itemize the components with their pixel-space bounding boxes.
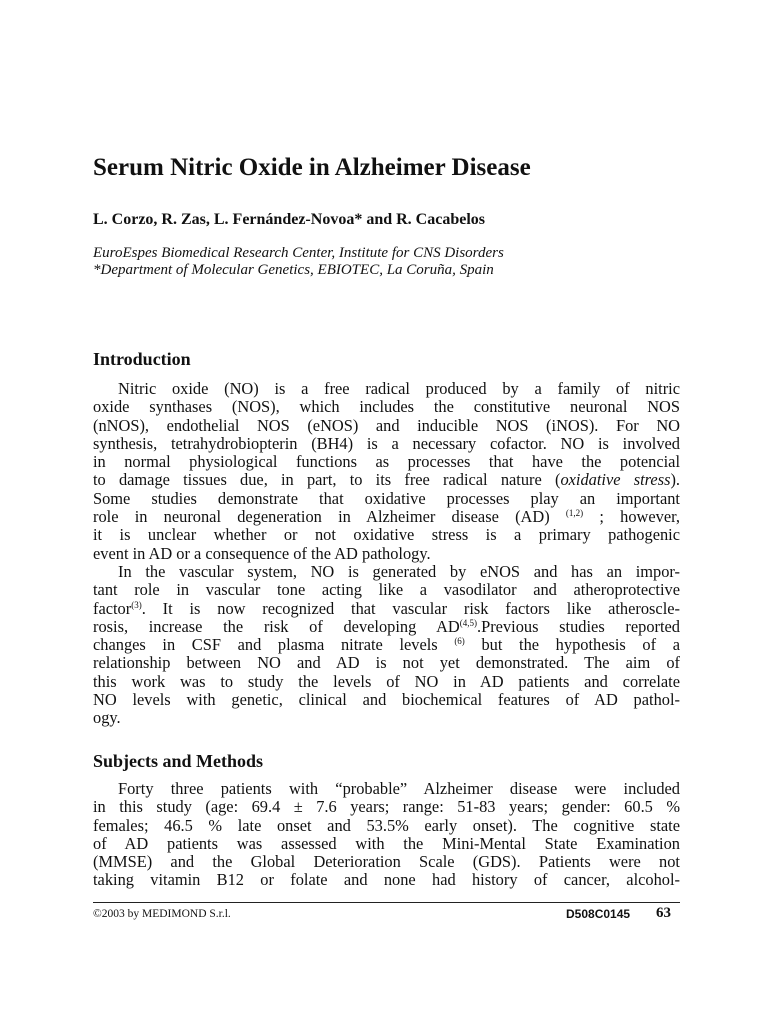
text-line [93, 618, 680, 636]
introduction-paragraph-1 [93, 380, 680, 563]
emphasis-oxidative-stress: oxidative stress [560, 470, 671, 490]
methods-paragraph-1 [93, 780, 680, 890]
paper-title: Serum Nitric Oxide in Alzheimer Disease [93, 154, 531, 181]
text-line [93, 636, 680, 654]
text-run: factor [93, 598, 132, 618]
author-list: L. Corzo, R. Zas, L. Fernández-Novoa* and R. Cacabelos [93, 211, 485, 228]
affiliations [93, 245, 693, 279]
footer-page-number: 63 [656, 905, 671, 921]
text-line: (MMSE) and the Global Deterioration Scale (GDS). Patients were not [93, 852, 680, 872]
text-run: role in neuronal degeneration in Alzheimer disease (AD) [93, 507, 566, 527]
citation-superscript: (3) [131, 599, 142, 610]
footer-document-code: D508C0145 [566, 907, 631, 921]
text-line: event in AD or a consequence of the AD pathology. [93, 543, 431, 563]
text-line: ogy. [93, 708, 121, 728]
introduction-paragraph-2 [93, 563, 680, 728]
text-line: in normal physiological functions as processes that have the potencial [93, 452, 680, 472]
text-line: Nitric oxide (NO) is a free radical produced by a family of nitric [118, 379, 680, 398]
text-line: in this study (age: 69.4 ± 7.6 years; range: 51-83 years; gender: 60.5 % [93, 797, 680, 817]
text-line: oxide synthases (NOS), which includes the constitutive neuronal NOS [93, 397, 680, 417]
citation-superscript: (6) [454, 636, 465, 647]
text-line [93, 508, 680, 526]
text-line: females; 46.5 % late onset and 53.5% early onset). The cognitive state [93, 815, 680, 835]
text-run: changes in CSF and plasma nitrate levels [93, 635, 455, 655]
text-line: NO levels with genetic, clinical and biochemical features of AD pathol- [93, 690, 680, 710]
text-line: Forty three patients with “probable” Alzheimer disease were included [118, 779, 680, 798]
text-line: synthesis, tetrahydrobiopterin (BH4) is a necessary cofactor. NO is involved [93, 433, 680, 453]
text-run: but the hypothesis of a [464, 635, 680, 655]
text-line: taking vitamin B12 or folate and none had history of cancer, alcohol- [93, 870, 680, 890]
text-run: ). [670, 470, 681, 490]
citation-superscript: (4,5) [459, 617, 478, 628]
text-line: tant role in vascular tone acting like a vasodilator and atheroprotective [93, 580, 680, 600]
text-run: ; however, [583, 507, 680, 527]
section-heading-methods: Subjects and Methods [93, 751, 264, 771]
text-line: of AD patients was assessed with the Mini-Mental State Examination [93, 833, 680, 853]
text-run: rosis, increase the risk of developing AD [93, 616, 460, 636]
text-line: this work was to study the levels of NO in AD patients and correlate [93, 671, 680, 691]
text-line [93, 600, 680, 618]
text-run: . It is now recognized that vascular risk factors like atheroscle- [141, 598, 680, 618]
text-line: relationship between NO and AD is not yet demonstrated. The aim of [93, 653, 680, 673]
text-line: Some studies demonstrate that oxidative processes play an important [93, 488, 680, 508]
text-line: (nNOS), endothelial NOS (eNOS) and inducible NOS (iNOS). For NO [93, 415, 680, 435]
text-run: .Previous studies reported [477, 616, 680, 636]
text-line: it is unclear whether or not oxidative stress is a primary pathogenic [93, 525, 680, 545]
section-heading-introduction: Introduction [93, 349, 191, 369]
affiliation-line: EuroEspes Biomedical Research Center, Institute for CNS Disorders [93, 245, 504, 261]
text-line: In the vascular system, NO is generated by eNOS and has an impor- [118, 562, 680, 581]
citation-superscript: (1,2) [565, 508, 584, 519]
footer-copyright: ©2003 by MEDIMOND S.r.l. [93, 908, 231, 920]
affiliation-line: *Department of Molecular Genetics, EBIOTEC, La Coruña, Spain [93, 262, 494, 278]
text-line [93, 471, 680, 489]
footer-divider [93, 902, 680, 903]
text-run: to damage tissues due, in part, to its free radical nature ( [93, 470, 561, 490]
